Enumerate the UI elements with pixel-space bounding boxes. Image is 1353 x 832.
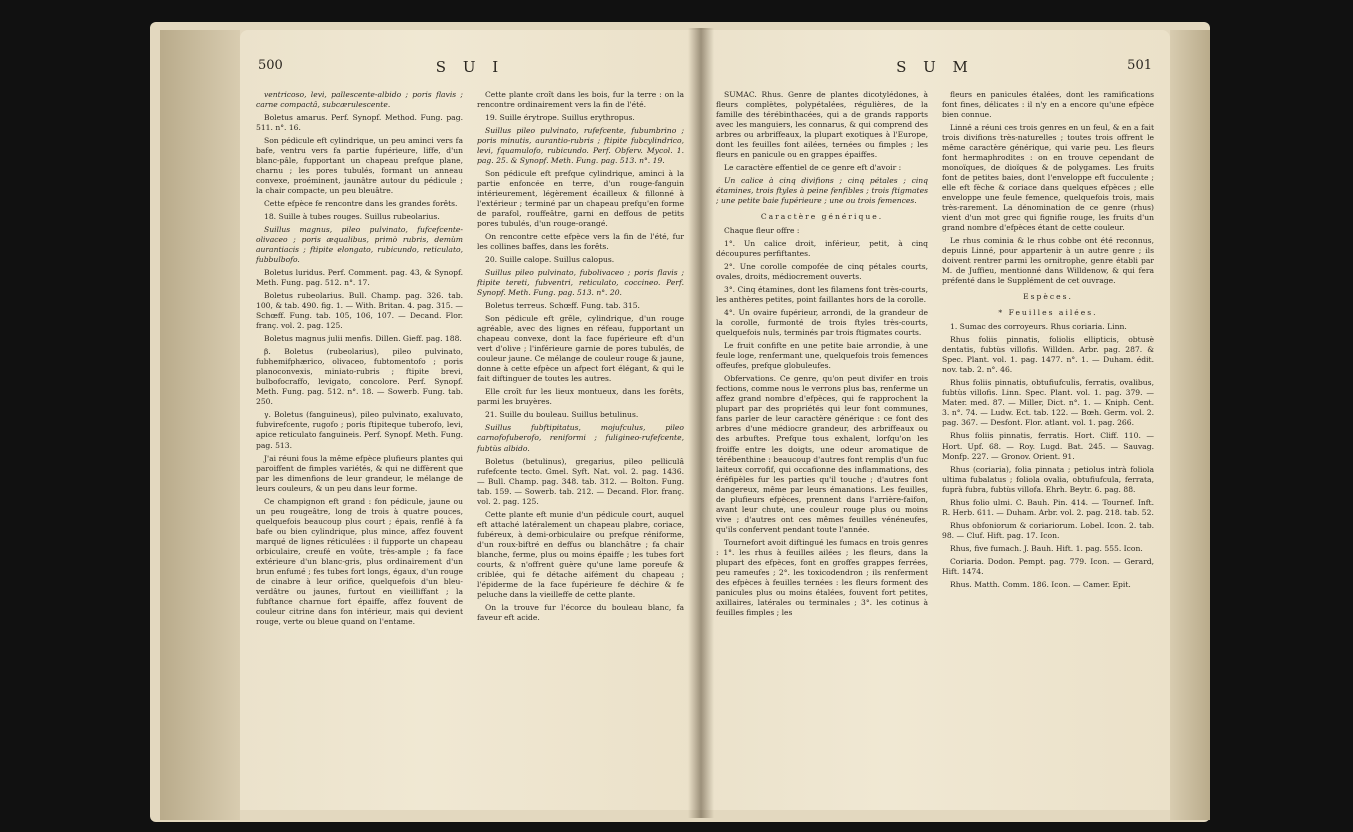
right-column-2 bbox=[942, 90, 1154, 621]
paragraph: 3°. Cinq étamines, dont les filamens font très-courts, les anthères petites, point faillantes hors de la corolle. bbox=[716, 285, 928, 305]
paragraph: fleurs en panicules étalées, dont les ramifications font fines, délicates : il n'y en a encore qu'une efpèce bien connue. bbox=[942, 90, 1154, 120]
paragraph: Boletus rubeolarius. Bull. Champ. pag. 326. tab. 100, & tab. 490. fig. 1. — With. Britan. 4. pag. 315. — Schœff. Fung. tab. 105, 106, 107. — Decand. Flor. franç. vol. 2. pag. 125. bbox=[256, 291, 463, 331]
left-column-2 bbox=[477, 90, 684, 630]
right-page-header bbox=[718, 58, 1152, 82]
paragraph: Son pédicule eft cylindrique, un peu aminci vers fa bafe, ventru vers fa partie fupérieure, liffe, d'un blanc-pâle, fupportant un chapeau prefque plane, charnu ; les pores tubulés, formant un anneau convexe, proéminent, jaunâtre autour du pédicule ; la chair compacte, un peu bleuâtre. bbox=[256, 136, 463, 196]
paragraph: Boletus (betulinus), gregarius, pileo pelliculâ rufefcente tecto. Gmel. Syft. Nat. vol. 2. pag. 1436. — Bull. Champ. pag. 348. tab. 312. — Bolton. Fung. tab. 159. — Sowerb. tab. 212. — Decand. Flor. franç. vol. 2. pag. 125. bbox=[477, 456, 684, 506]
paragraph: Son pédicule eft prefque cylindrique, aminci à la partie enfoncée en terre, d'un rouge-fanguin intérieurement, légèrement écailleux & fillonné à l'extérieur ; terminé par un chapeau prefqu'en forme de parafol, rouffeâtre, garni en deffous de petits pores tubulés, d'un rouge-orangé. bbox=[477, 169, 684, 229]
right-page-edges bbox=[1170, 30, 1210, 820]
paragraph: Un calice à cinq divifions ; cinq pétales ; cinq étamines, trois ftyles à peine fenfibles ; trois ftigmates ; une petite baie fupérieure ; une ou trois femences. bbox=[716, 176, 928, 206]
paragraph: Rhus, five fumach. J. Bauh. Hift. 1. pag. 555. Icon. bbox=[950, 543, 1143, 553]
paragraph: Elle croît fur les lieux montueux, dans les forêts, parmi les bruyères. bbox=[477, 387, 684, 407]
paragraph: Suillus pileo pulvinato, fubolivaceo ; poris flavis ; ftipite tereti, fubventri, reticulato, coccineo. Perf. Synopf. Meth. Fung. pag. 513. n°. 20. bbox=[477, 268, 684, 298]
right-page bbox=[700, 30, 1170, 810]
paragraph: 21. Suille du bouleau. Suillus betulinus. bbox=[485, 410, 639, 420]
section-heading: Caractère générique. bbox=[760, 212, 884, 222]
section-heading: * Feuilles ailées. bbox=[998, 308, 1098, 318]
left-column-1 bbox=[256, 90, 463, 630]
paragraph: Rhus obfoniorum & coriariorum. Lobel. Icon. 2. tab. 98. — Cluf. Hift. pag. 17. Icon. bbox=[942, 520, 1154, 540]
paragraph: Cette efpèce fe rencontre dans les grandes forêts. bbox=[264, 199, 458, 209]
paragraph: Le fruit confifte en une petite baie arrondie, à une feule loge, renfermant une, quelquefois trois femences offeufes, prefque globuleufes. bbox=[716, 341, 928, 371]
paragraph: Chaque fleur offre : bbox=[724, 226, 800, 236]
paragraph: Cette plante croît dans les bois, fur la terre : on la rencontre ordinairement vers la fin de l'été. bbox=[477, 90, 684, 110]
paragraph: Boletus magnus julii menfis. Dillen. Gieff. pag. 188. bbox=[264, 334, 462, 344]
paragraph: Cette plante eft munie d'un pédicule court, auquel eft attaché latéralement un chapeau plabre, coriace, fubéreux, à demi-orbiculaire ou prefque réniforme, d'un roux-biftré en deffus ou blanchâtre ; fa chair blanche, ferme, plus ou moins épaiffe ; les tubes fort courts, & n'offrent guère qu'une lame poreufe & criblée, qui fe détache aifément du chapeau ; l'épiderme de la face fupérieure fe déchire & fe peluche dans la vieilleffe de cette plante. bbox=[477, 509, 684, 599]
paragraph: Le rhus cominia & le rhus cobbe ont été reconnus, depuis Linné, pour appartenir à un autre genre ; ils doivent rentrer parmi les ornitrophe, genre établi par M. de Juffieu, mentionné dans Willdenow, & qui fera préfenté dans le Supplément de cet ouvrage. bbox=[942, 236, 1154, 286]
paragraph: Suillus fubftipitatus, mojufculus, pileo carnofofuberofo, reniformi ; fuligineo-rufefcente, fubtùs albido. bbox=[477, 423, 684, 453]
paragraph: 18. Suille à tubes rouges. Suillus rubeolarius. bbox=[264, 212, 440, 222]
section-heading: Espèces. bbox=[1023, 292, 1073, 302]
paragraph: Rhus. Matth. Comm. 186. Icon. — Camer. Epit. bbox=[950, 579, 1131, 589]
paragraph: J'ai réuni fous la même efpèce plufieurs plantes qui paroiffent de fimples variétés, & qui ne diffèrent que par les dimenfions de leur grandeur, le mélange de leurs couleurs, & un peu dans leur forme. bbox=[256, 453, 463, 493]
paragraph: Linné a réuni ces trois genres en un feul, & en a fait trois divifions très-naturelles ; toutes trois offrent le même caractère générique, qui varie peu. Les fleurs font hermaphrodites : on en trouve cependant de monoïques, de dioïques & de polygames. Les fruits font de petites baies, dont l'enveloppe eft fucculente ; elle eft fèche & coriace dans quelques efpèces ; elle enveloppe une feule femence, quelquefois trois, mais très-rarement. La dénomination de ce genre (rhus) vient d'un mot grec qui fignifie rouge, les fruits d'un grand nombre d'efpèces étant de cette couleur. bbox=[942, 123, 1154, 233]
paragraph: 2°. Une corolle compofée de cinq pétales courts, ovales, droits, médiocrement ouverts. bbox=[716, 262, 928, 282]
paragraph: 4°. Un ovaire fupérieur, arrondi, de la grandeur de la corolle, furmonté de trois ftyles très-courts, quelquefois nuls, terminés par trois ftigmates courts. bbox=[716, 308, 928, 338]
paragraph: ventricoso, levi, pallescente-albido ; poris flavis ; carne compactâ, subcærulescente. bbox=[256, 90, 463, 110]
paragraph: β. Boletus (rubeolarius), pileo pulvinato, fubhemifphærico, olivaceo, fubtomentofo ; poris planoconvexis, miniato-rubris ; ftipite brevi, bulbofocraffo, levigato, concolore. Perf. Synopf. Meth. Fung. pag. 512. n°. 18. — Sowerb. Fung. tab. 250. bbox=[256, 347, 463, 407]
paragraph: 20. Suille calope. Suillus calopus. bbox=[485, 255, 615, 265]
paragraph: Boletus amarus. Perf. Synopf. Method. Fung. pag. 511. n°. 16. bbox=[256, 113, 463, 133]
paragraph: On la trouve fur l'écorce du bouleau blanc, fa faveur eft acide. bbox=[477, 602, 684, 622]
left-page-header bbox=[258, 58, 682, 82]
paragraph: Tournefort avoit diftingué les fumacs en trois genres : 1°. les rhus à feuilles ailées ; les fleurs, dans la plupart des efpèces, font en groffes grappes ferrées, peu rameufes ; 2°. les toxicodendron ; ils renferment des efpèces à feuilles ternées : les fleurs forment des panicules plus ou moins étalées, fouvent fort petites, axillaires, latérales ou terminales ; 3°. les cotinus à feuilles fimples ; les bbox=[716, 537, 928, 617]
paragraph: Obfervations. Ce genre, qu'on peut divifer en trois fections, comme nous le verrons plus bas, renferme un affez grand nombre d'efpèces, qui fe rapprochent la plupart par des propriétés qui leur font communes, fans parler de leur caractère générique : ce font des arbres d'une médiocre grandeur, des arbriffeaux ou des arbuftes. Prefque tous exhalent, lorfqu'on les froiffe entre les doigts, une odeur aromatique de térébenthine : beaucoup d'autres font remplis d'un fuc laiteux corrofif, qui occafionne des inflammations, des éréfipèles fur les parties qu'il touche ; d'autres font dangereux, même par leurs émanations. Les feuilles, de plufieurs efpèces, prennent dans l'arrière-faifon, avant leur chute, une couleur rouge plus ou moins vive ; d'autres ont ces mêmes feuilles vénéneufes, qu'ils confervent pendant toute l'année. bbox=[716, 374, 928, 534]
paragraph: 1°. Un calice droit, inférieur, petit, à cinq découpures perfiftantes. bbox=[716, 239, 928, 259]
paragraph: Rhus foliis pinnatis, ferratis. Hort. Cliff. 110. — Hort. Upf. 68. — Roy. Lugd. Bat. 245. — Sauvag. Monfp. 227. — Gronov. Orient. 91. bbox=[942, 431, 1154, 461]
paragraph: Rhus foliis pinnatis, obtufiufculis, ferratis, ovalibus, fubtùs villofis. Linn. Spec. Plant. vol. 1. pag. 379. — Mater. med. 87. — Miller, Dict. n°. 1. — Kniph. Cent. 3. n°. 74. — Ludw. Ect. tab. 122. — Bœh. Germ. vol. 2. pag. 367. — Desfont. Flor. atlant. vol. 1. pag. 266. bbox=[942, 378, 1154, 428]
paragraph: 1. Sumac des corroyeurs. Rhus coriaria. Linn. bbox=[950, 322, 1127, 332]
paragraph: Coriaria. Dodon. Pempt. pag. 779. Icon. — Gerard, Hift. 1474. bbox=[942, 556, 1154, 576]
paragraph: Son pédicule eft grêle, cylindrique, d'un rouge agréable, avec des lignes en réfeau, fupportant un chapeau convexe, dont la face fupérieure eft d'un vert d'olive ; l'inférieure garnie de pores tubulés, de couleur jaune. Ce mélange de couleur rouge & jaune, donne à cette efpèce un afpect fort élégant, & qui le fait diftinguer de toutes les autres. bbox=[477, 314, 684, 384]
paragraph: SUMAC. Rhus. Genre de plantes dicotylédones, à fleurs complètes, polypétalées, régulières, de la famille des térébinthacées, qui a de grands rapports avec les manguiers, les connarus, & qui comprend des arbres ou arbriffeaux, la plupart exotiques à l'Europe, dont les feuilles font ailées, ternées ou fimples ; les fleurs en panicule ou en grappes épaiffes. bbox=[716, 90, 928, 160]
paragraph: Le caractère effentiel de ce genre eft d'avoir : bbox=[724, 163, 902, 173]
paragraph: Rhus foliis pinnatis, foliolis ellipticis, obtusè dentatis, fubtùs villofis. Willden. Arbr. pag. 287. & Spec. Plant. vol. 1. pag. 1477. n°. 1. — Duham. édit. nov. tab. 2. n°. 46. bbox=[942, 335, 1154, 375]
paragraph: Rhus (coriaria), folia pinnata ; petiolus intrà foliola ultima fubalatus ; foliola ovalia, obtufiufcula, ferrata, fuprà fubra, fubtùs villofa. Ehrh. Beytr. 6. pag. 88. bbox=[942, 464, 1154, 494]
running-head: S U I bbox=[435, 58, 505, 76]
paragraph: Boletus luridus. Perf. Comment. pag. 43, & Synopf. Meth. Fung. pag. 512. n°. 17. bbox=[256, 268, 463, 288]
left-page bbox=[240, 30, 700, 810]
paragraph: Boletus terreus. Schœff. Fung. tab. 315. bbox=[485, 301, 640, 311]
paragraph: Ce champignon eft grand : fon pédicule, jaune ou un peu rougeâtre, long de trois à quatre pouces, quelquefois beaucoup plus court ; épais, renflé à fa bafe ou bien cylindrique, plus mince, affez fouvent marqué de lignes réticulées : il fupporte un chapeau orbiculaire, creufé en voûte, très-ample ; fa face extérieure d'un blanc-gris, plus ordinairement d'un brun enfumé ; fes tubes fort longs, égaux, d'un rouge de cinabre à leur orifice, quelquefois d'un bleu-verdâtre ou jaunes, furtout en vieilliffant ; la fubftance charnue fort épaiffe, affez fouvent de couleur citrine dans fon intérieur, mais qui devient rouge, verte ou bleue quand on l'entame. bbox=[256, 496, 463, 626]
paragraph: On rencontre cette efpèce vers la fin de l'été, fur les collines baffes, dans les forêts. bbox=[477, 232, 684, 252]
running-head: S U M bbox=[896, 58, 974, 76]
paragraph: γ. Boletus (fanguineus), pileo pulvinato, exaluvato, fubvirefcente, rugofo ; poris ftipiteque tuberofo, levi, apice reticulato fanguineis. Perf. Synopf. Meth. Fung. pag. 513. bbox=[256, 410, 463, 450]
book-gutter bbox=[688, 28, 714, 818]
right-column-1 bbox=[716, 90, 928, 621]
paragraph: Suillus magnus, pileo pulvinato, fufcefcente-olivaceo ; poris æqualibus, primò rubris, demùm aurantiacis ; ftipite elongato, rubicundo, reticulato, fubbulbofo. bbox=[256, 225, 463, 265]
paragraph: 19. Suille érytrope. Suillus erythropus. bbox=[485, 113, 635, 123]
left-page-edges bbox=[160, 30, 240, 820]
page-number: 501 bbox=[1127, 58, 1152, 73]
paragraph: Suillus pileo pulvinato, rufefcente, fubumbrino ; poris minutis, aurantio-rubris ; ftipite fubcylindrico, levi, fquamulofo, rubicundo. Perf. Obferv. Mycol. 1. pag. 25. & Synopf. Meth. Fung. pag. 513. n°. 19. bbox=[477, 126, 684, 166]
page-number: 500 bbox=[258, 58, 283, 73]
paragraph: Rhus folio ulmi. C. Bauh. Pin. 414. — Tournef. Inft. R. Herb. 611. — Duham. Arbr. vol. 2. pag. 218. tab. 52. bbox=[942, 497, 1154, 517]
